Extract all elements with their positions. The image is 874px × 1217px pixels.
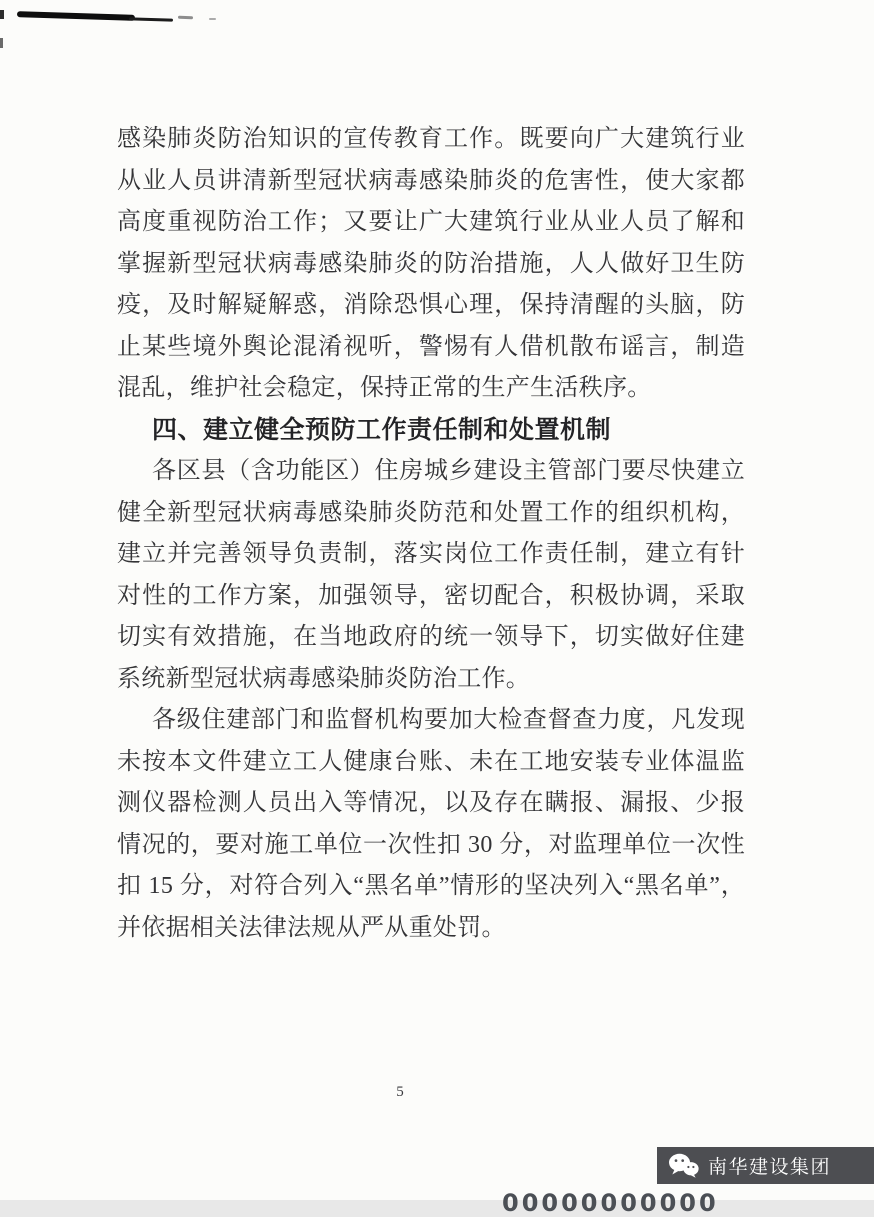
footer-brand-bar [657, 1147, 874, 1184]
scan-streak-artifact [17, 11, 135, 21]
scan-edge-mark [0, 10, 4, 19]
scan-dash-artifact [178, 16, 193, 20]
scan-dash-artifact [209, 18, 216, 20]
paragraph: 各区县（含功能区）住房城乡建设主管部门要尽快建立健全新型冠状病毒感染肺炎防范和处置工作的组织机构，建立并完善领导负责制，落实岗位工作责任制，建立有针对性的工作方案，加强领导，密切配合，积极协调，采取切实有效措施，在当地政府的统一领导下，切实做好住建系统新型冠状病毒感染肺炎防治工作。 [117, 458, 745, 692]
document-body [117, 119, 745, 949]
paragraph-continuation: 感染肺炎防治知识的宣传教育工作。既要向广大建筑行业从业人员讲清新型冠状病毒感染肺炎的危害性，使大家都高度重视防治工作；又要让广大建筑行业从业人员了解和掌握新型冠状病毒感染肺炎的防治措施，人人做好卫生防疫，及时解疑解惑，消除恐惧心理，保持清醒的头脑，防止某些境外舆论混淆视听，警惕有人借机散布谣言，制造混乱，维护社会稳定，保持正常的生产生活秩序。 [117, 126, 745, 401]
section-heading: 四、建立健全预防工作责任制和处置机制 [152, 415, 612, 444]
wechat-icon [668, 1153, 699, 1178]
paragraph: 各级住建部门和监督机构要加大检查督查力度，凡发现未按本文件建立工人健康台账、未在工地安装专业体温监测仪器检测人员出入等情况，以及存在瞒报、漏报、少报情况的，要对施工单位一次性扣 30 分，对监理单位一次性扣 15 分，对符合列入“黑名单”情形的坚决列入“黑名单”，并依据相关法律法规从严从重处罚。 [117, 707, 745, 941]
footer-brand-label: 南华建设集团 [708, 1157, 832, 1178]
page-number: 5 [396, 1084, 404, 1100]
scan-edge-mark [0, 38, 3, 48]
cutoff-digits-artifact: 00000000000 [502, 1189, 719, 1217]
scan-streak-tail-artifact [129, 17, 173, 21]
